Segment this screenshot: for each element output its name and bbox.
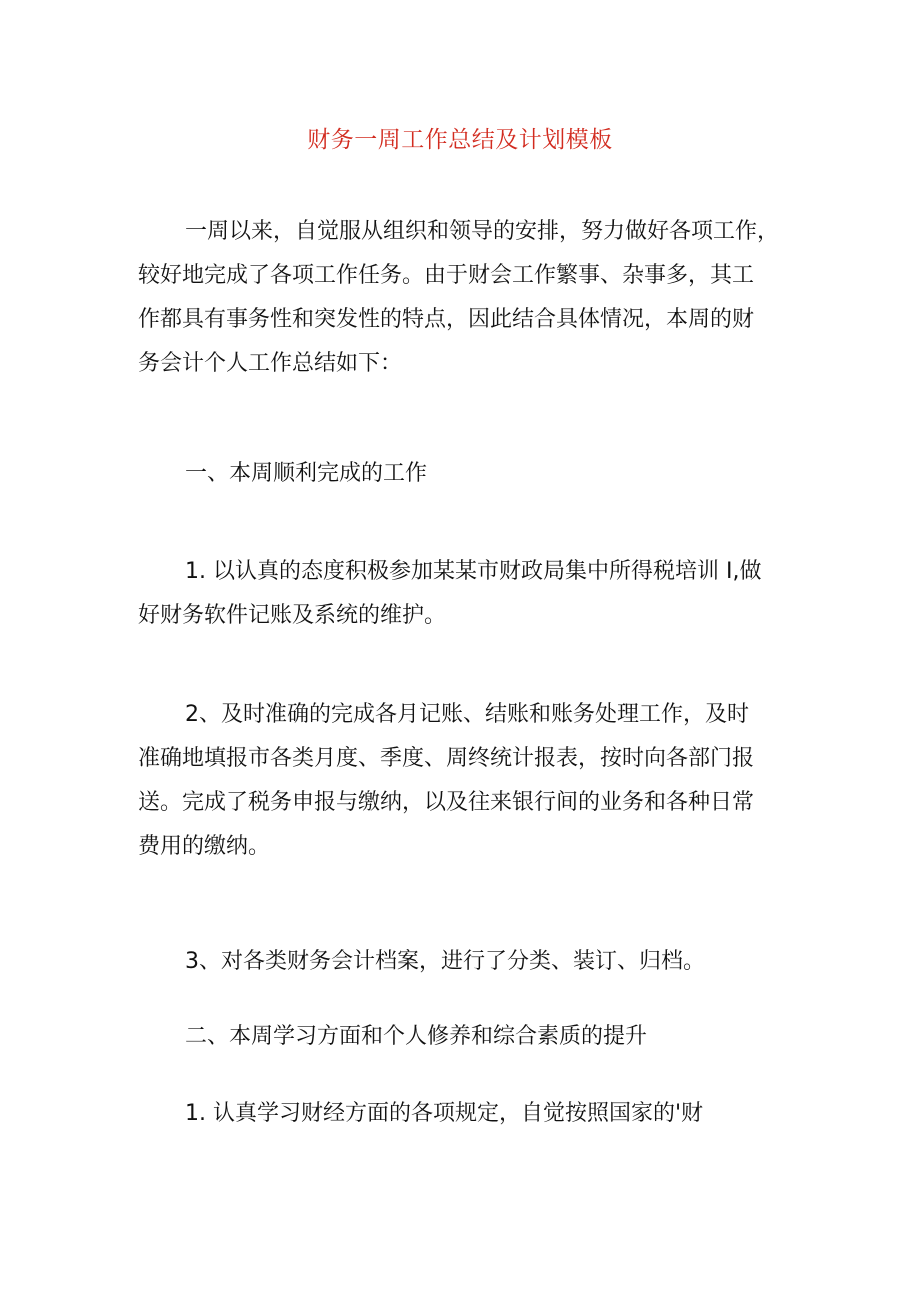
item-1-paragraph [138, 550, 798, 638]
item-1-line-2: 好财务软件记账及系统的维护。 [138, 603, 447, 628]
item-2-line-4: 费用的缴纳。 [138, 834, 271, 859]
item-2-line-2: 准确地填报市各类月度、季度、周终统计报表，按时向各部门报 [138, 746, 755, 771]
item-2-line-1: 2、及时准确的完成各月记账、结账和账务处理工作，及时 [185, 702, 749, 727]
intro-paragraph [138, 210, 798, 386]
document-title: 财务一周工作总结及计划模板 [307, 127, 613, 153]
intro-line-4: 务会计个人工作总结如下： [138, 351, 403, 376]
section-heading-1: 一、本周顺利完成的工作 [185, 461, 428, 486]
section-heading-2: 二、本周学习方面和个人修养和综合素质的提升 [185, 1024, 648, 1049]
intro-line-1: 一周以来，自觉服从组织和领导的安排，努力做好各项工作， [185, 219, 780, 244]
item-3-paragraph: 3、对各类财务会计档案，进行了分类、装订、归档。 [185, 949, 705, 974]
intro-line-2: 较好地完成了各项工作任务。由于财会工作繁事、杂事多，其工 [138, 263, 755, 288]
intro-line-3: 作都具有事务性和突发性的特点，因此结合具体情况，本周的财 [138, 307, 755, 332]
item-1-line-1: 1. 以认真的态度积极参加某某市财政局集中所得税培训 I,做 [185, 559, 762, 584]
item-2-line-3: 送。完成了税务申报与缴纳，以及往来银行间的业务和各种日常 [138, 790, 755, 815]
item-4-paragraph: 1. 认真学习财经方面的各项规定，自觉按照国家的'财 [185, 1101, 704, 1126]
item-2-paragraph [138, 693, 798, 869]
